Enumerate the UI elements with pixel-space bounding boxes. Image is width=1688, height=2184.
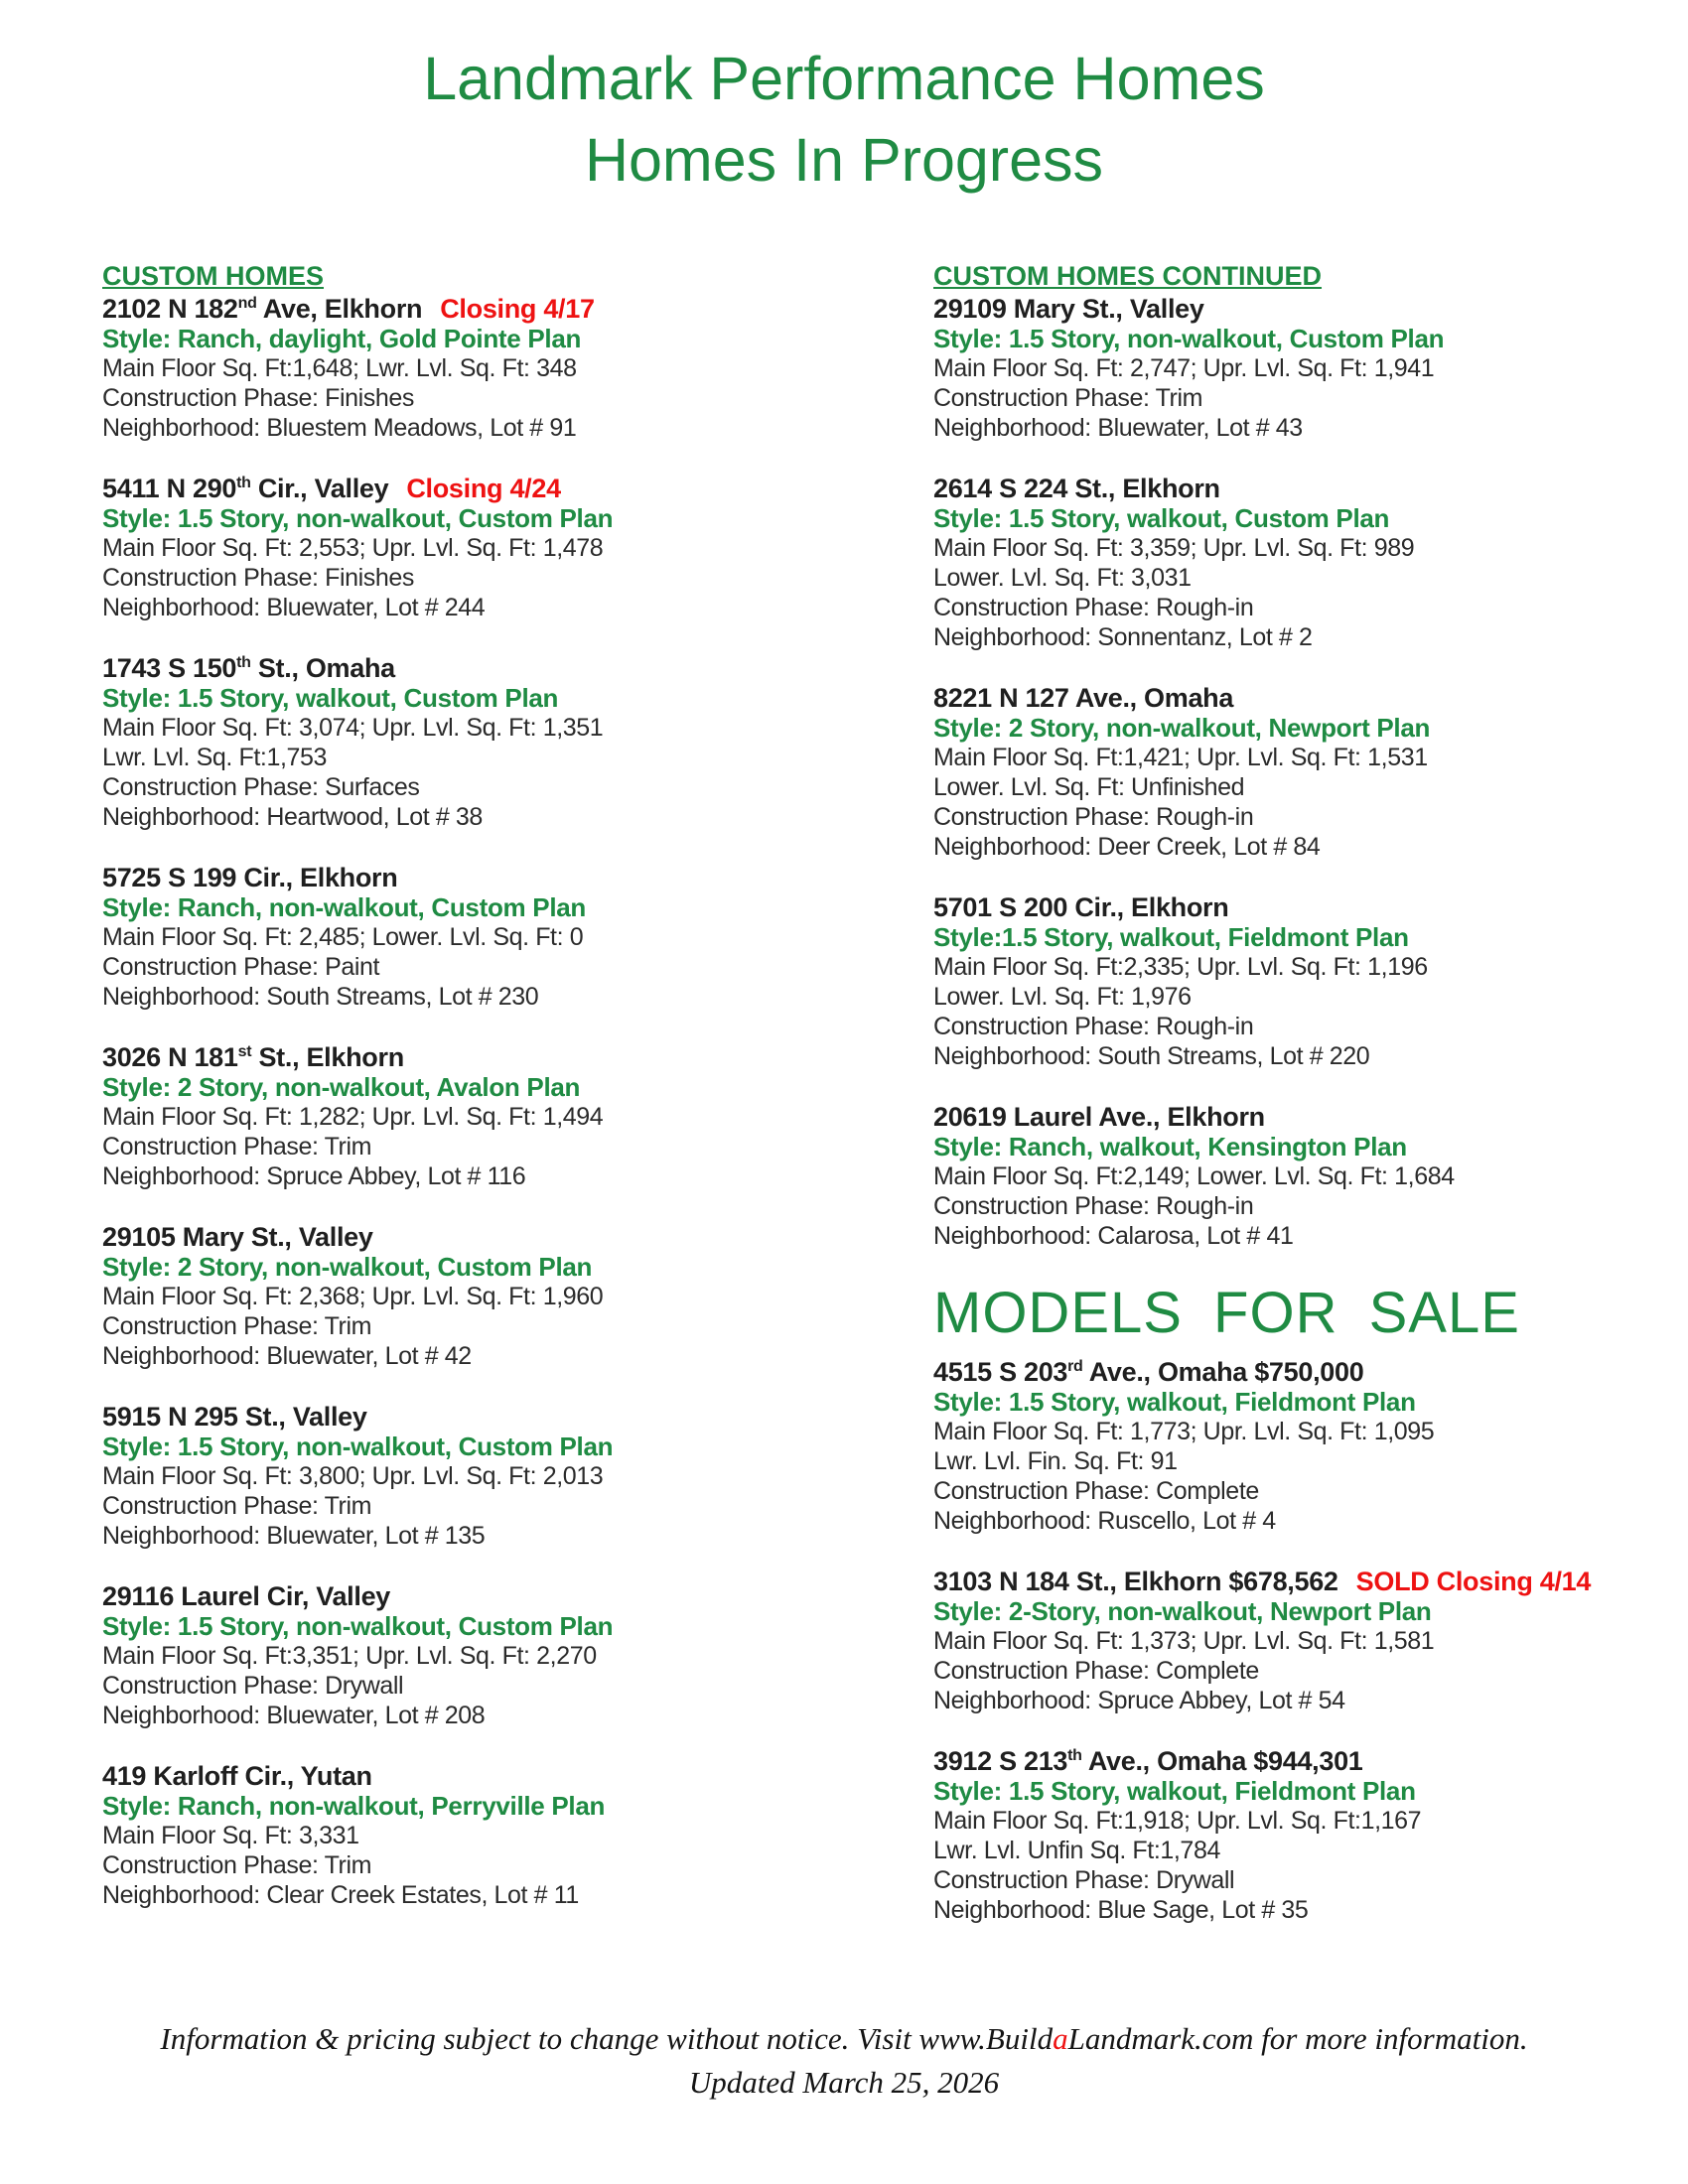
right-column [933, 260, 1648, 1956]
detail-line: Neighborhood: Heartwood, Lot # 38 [102, 803, 483, 831]
listing [102, 1222, 897, 1371]
footer-text: Information & pricing subject to change without notice. Visit www.Build [160, 2021, 1054, 2056]
footer-updated-date: Updated March 25, 2026 [688, 2065, 1000, 2100]
detail-line: Construction Phase: Drywall [102, 1672, 404, 1700]
listing-address [933, 1567, 1648, 1596]
detail-line: Construction Phase: Finishes [102, 564, 414, 592]
address-text: 29109 Mary St., Valley [933, 294, 1204, 324]
left-column [102, 260, 897, 1941]
listing [102, 1761, 897, 1910]
listing [102, 1042, 897, 1191]
detail-line: Neighborhood: Deer Creek, Lot # 84 [933, 833, 1321, 861]
detail-line: Construction Phase: Trim [933, 384, 1203, 412]
style-line: Style: 1.5 Story, non-walkout, Custom Plan [102, 1432, 614, 1461]
listing-address [933, 474, 1648, 503]
detail-line: Lower. Lvl. Sq. Ft: 3,031 [933, 564, 1192, 592]
listing-address [102, 1402, 897, 1432]
detail-line: Main Floor Sq. Ft:1,918; Upr. Lvl. Sq. Ft:1,167 [933, 1807, 1422, 1835]
style-line: Style: 1.5 Story, walkout, Fieldmont Plan [933, 1776, 1416, 1806]
detail-line: Main Floor Sq. Ft:1,648; Lwr. Lvl. Sq. Ft: 348 [102, 354, 577, 382]
address-text: Ave, Elkhorn [256, 294, 423, 324]
style-line: Style: 2 Story, non-walkout, Avalon Plan [102, 1072, 581, 1102]
detail-line: Neighborhood: Calarosa, Lot # 41 [933, 1222, 1294, 1250]
page-title-line1: Landmark Performance Homes [423, 45, 1265, 112]
detail-line: Construction Phase: Rough-in [933, 594, 1254, 621]
detail-line: Main Floor Sq. Ft: 1,373; Upr. Lvl. Sq. Ft: 1,581 [933, 1627, 1435, 1655]
page-title [0, 38, 1688, 201]
detail-line: Construction Phase: Trim [102, 1851, 372, 1879]
address-ordinal: rd [1067, 1358, 1083, 1375]
listing [102, 863, 897, 1012]
detail-line: Neighborhood: Bluewater, Lot # 208 [102, 1702, 486, 1729]
address-text: 3026 N 181 [102, 1042, 238, 1072]
page-title-line2: Homes In Progress [584, 126, 1104, 194]
style-line: Style: Ranch, non-walkout, Custom Plan [102, 892, 586, 922]
detail-line: Main Floor Sq. Ft: 1,773; Upr. Lvl. Sq. Ft: 1,095 [933, 1418, 1435, 1445]
address-text: 3103 N 184 St., Elkhorn $678,562 [933, 1567, 1338, 1596]
style-line: Style: 1.5 Story, non-walkout, Custom Plan [102, 503, 614, 533]
detail-line: Neighborhood: Bluewater, Lot # 135 [102, 1522, 486, 1550]
detail-line: Neighborhood: Sonnentanz, Lot # 2 [933, 623, 1313, 651]
detail-line: Neighborhood: South Streams, Lot # 230 [102, 983, 539, 1011]
sold-badge: SOLD Closing 4/14 [1355, 1567, 1592, 1596]
listing-address [102, 653, 897, 683]
listing-address [933, 1102, 1648, 1132]
detail-line: Construction Phase: Finishes [102, 384, 414, 412]
style-line: Style: Ranch, daylight, Gold Pointe Plan [102, 324, 582, 353]
style-line: Style:1.5 Story, walkout, Fieldmont Plan [933, 922, 1409, 952]
detail-line: Neighborhood: Spruce Abbey, Lot # 54 [933, 1687, 1345, 1714]
address-text: 1743 S 150 [102, 653, 237, 683]
detail-line: Main Floor Sq. Ft: 3,800; Upr. Lvl. Sq. Ft: 2,013 [102, 1462, 604, 1490]
listing-address [102, 863, 897, 892]
address-text: St., Omaha [250, 653, 395, 683]
detail-line: Construction Phase: Complete [933, 1477, 1259, 1505]
detail-line: Neighborhood: Ruscello, Lot # 4 [933, 1507, 1276, 1535]
style-line: Style: 1.5 Story, non-walkout, Custom Plan [102, 1611, 614, 1641]
style-line: Style: 2 Story, non-walkout, Custom Plan [102, 1252, 593, 1282]
listing-address [933, 294, 1648, 324]
listing [102, 653, 897, 832]
detail-line: Lwr. Lvl. Sq. Ft:1,753 [102, 744, 328, 771]
detail-line: Main Floor Sq. Ft: 2,368; Upr. Lvl. Sq. Ft: 1,960 [102, 1283, 604, 1310]
address-ordinal: nd [237, 295, 257, 312]
listing [933, 1746, 1648, 1925]
address-text: St., Elkhorn [251, 1042, 404, 1072]
section-header-custom-homes-continued: CUSTOM HOMES CONTINUED [933, 261, 1323, 291]
listing [102, 1581, 897, 1730]
detail-line: Main Floor Sq. Ft: 3,331 [102, 1822, 359, 1849]
footer-red-letter: a [1053, 2021, 1068, 2056]
style-line: Style: 1.5 Story, walkout, Custom Plan [102, 683, 559, 713]
address-text: 29105 Mary St., Valley [102, 1222, 373, 1252]
listing [102, 294, 897, 443]
detail-line: Main Floor Sq. Ft: 2,747; Upr. Lvl. Sq. Ft: 1,941 [933, 354, 1435, 382]
footer-disclaimer [0, 2017, 1688, 2105]
detail-line: Construction Phase: Trim [102, 1312, 372, 1340]
address-ordinal: th [1067, 1747, 1082, 1764]
listing-address [102, 474, 897, 503]
detail-line: Main Floor Sq. Ft: 1,282; Upr. Lvl. Sq. Ft: 1,494 [102, 1103, 604, 1131]
listing [102, 1402, 897, 1551]
address-text: Cir., Valley [250, 474, 389, 503]
detail-line: Main Floor Sq. Ft:1,421; Upr. Lvl. Sq. Ft: 1,531 [933, 744, 1428, 771]
detail-line: Neighborhood: Bluestem Meadows, Lot # 91 [102, 414, 577, 442]
address-ordinal: st [237, 1043, 252, 1060]
listing [933, 474, 1648, 652]
address-text: 3912 S 213 [933, 1746, 1068, 1776]
address-text: Ave., Omaha $944,301 [1081, 1746, 1363, 1776]
listing [933, 1567, 1648, 1715]
address-text: 29116 Laurel Cir, Valley [102, 1581, 391, 1611]
footer-text: Landmark.com for more information. [1067, 2021, 1528, 2056]
detail-line: Construction Phase: Trim [102, 1492, 372, 1520]
section-header-custom-homes: CUSTOM HOMES [102, 261, 325, 291]
listing-address [102, 1042, 897, 1072]
closing-badge: Closing 4/24 [406, 474, 561, 503]
address-text: Ave., Omaha $750,000 [1082, 1357, 1364, 1387]
address-text: 419 Karloff Cir., Yutan [102, 1761, 372, 1791]
address-text: 2614 S 224 St., Elkhorn [933, 474, 1220, 503]
address-text: 4515 S 203 [933, 1357, 1068, 1387]
detail-line: Main Floor Sq. Ft: 2,485; Lower. Lvl. Sq. Ft: 0 [102, 923, 584, 951]
footer-line1 [0, 2017, 1688, 2061]
detail-line: Neighborhood: Bluewater, Lot # 42 [102, 1342, 472, 1370]
listing [102, 474, 897, 622]
listing-address [102, 1222, 897, 1252]
detail-line: Main Floor Sq. Ft: 3,074; Upr. Lvl. Sq. Ft: 1,351 [102, 714, 604, 742]
style-line: Style: 1.5 Story, walkout, Custom Plan [933, 503, 1390, 533]
style-line: Style: Ranch, non-walkout, Perryville Plan [102, 1791, 606, 1821]
detail-line: Main Floor Sq. Ft:2,149; Lower. Lvl. Sq. Ft: 1,684 [933, 1162, 1455, 1190]
detail-line: Construction Phase: Rough-in [933, 1192, 1254, 1220]
detail-line: Main Floor Sq. Ft: 2,553; Upr. Lvl. Sq. Ft: 1,478 [102, 534, 604, 562]
listing [933, 294, 1648, 443]
listing [933, 683, 1648, 862]
listing-address [933, 1746, 1648, 1776]
detail-line: Construction Phase: Drywall [933, 1866, 1235, 1894]
listing [933, 892, 1648, 1071]
detail-line: Main Floor Sq. Ft:3,351; Upr. Lvl. Sq. Ft: 2,270 [102, 1642, 597, 1670]
listing-address [933, 892, 1648, 922]
closing-badge: Closing 4/17 [440, 294, 595, 324]
detail-line: Construction Phase: Rough-in [933, 1013, 1254, 1040]
listing [933, 1357, 1648, 1536]
listing-address [933, 683, 1648, 713]
detail-line: Construction Phase: Surfaces [102, 773, 420, 801]
address-text: 8221 N 127 Ave., Omaha [933, 683, 1234, 713]
detail-line: Neighborhood: Blue Sage, Lot # 35 [933, 1896, 1309, 1924]
detail-line: Construction Phase: Paint [102, 953, 380, 981]
listing-address [933, 1357, 1648, 1387]
style-line: Style: 2 Story, non-walkout, Newport Plan [933, 713, 1431, 743]
listing-address [102, 294, 897, 324]
detail-line: Neighborhood: South Streams, Lot # 220 [933, 1042, 1370, 1070]
style-line: Style: 2-Story, non-walkout, Newport Plan [933, 1596, 1432, 1626]
address-text: 5701 S 200 Cir., Elkhorn [933, 892, 1229, 922]
address-text: 2102 N 182 [102, 294, 238, 324]
listing-address [102, 1581, 897, 1611]
style-line: Style: 1.5 Story, walkout, Fieldmont Plan [933, 1387, 1416, 1417]
detail-line: Neighborhood: Bluewater, Lot # 244 [102, 594, 486, 621]
detail-line: Construction Phase: Complete [933, 1657, 1259, 1685]
address-text: 5725 S 199 Cir., Elkhorn [102, 863, 398, 892]
address-text: 5411 N 290 [102, 474, 237, 503]
style-line: Style: 1.5 Story, non-walkout, Custom Plan [933, 324, 1445, 353]
detail-line: Neighborhood: Bluewater, Lot # 43 [933, 414, 1303, 442]
detail-line: Lower. Lvl. Sq. Ft: Unfinished [933, 773, 1245, 801]
detail-line: Lower. Lvl. Sq. Ft: 1,976 [933, 983, 1192, 1011]
listing-address [102, 1761, 897, 1791]
detail-line: Main Floor Sq. Ft: 3,359; Upr. Lvl. Sq. Ft: 989 [933, 534, 1415, 562]
detail-line: Construction Phase: Rough-in [933, 803, 1254, 831]
address-text: 20619 Laurel Ave., Elkhorn [933, 1102, 1265, 1132]
detail-line: Lwr. Lvl. Fin. Sq. Ft: 91 [933, 1447, 1178, 1475]
address-text: 5915 N 295 St., Valley [102, 1402, 367, 1432]
detail-line: Construction Phase: Trim [102, 1133, 372, 1160]
detail-line: Main Floor Sq. Ft:2,335; Upr. Lvl. Sq. Ft: 1,196 [933, 953, 1428, 981]
style-line: Style: Ranch, walkout, Kensington Plan [933, 1132, 1407, 1161]
address-ordinal: th [236, 475, 251, 491]
detail-line: Neighborhood: Clear Creek Estates, Lot # 11 [102, 1881, 579, 1909]
detail-line: Neighborhood: Spruce Abbey, Lot # 116 [102, 1162, 526, 1190]
address-ordinal: th [236, 654, 251, 671]
detail-line: Lwr. Lvl. Unfin Sq. Ft:1,784 [933, 1837, 1220, 1864]
section-header-models-for-sale: MODELS FOR SALE [933, 1281, 1520, 1345]
listing [933, 1102, 1648, 1251]
